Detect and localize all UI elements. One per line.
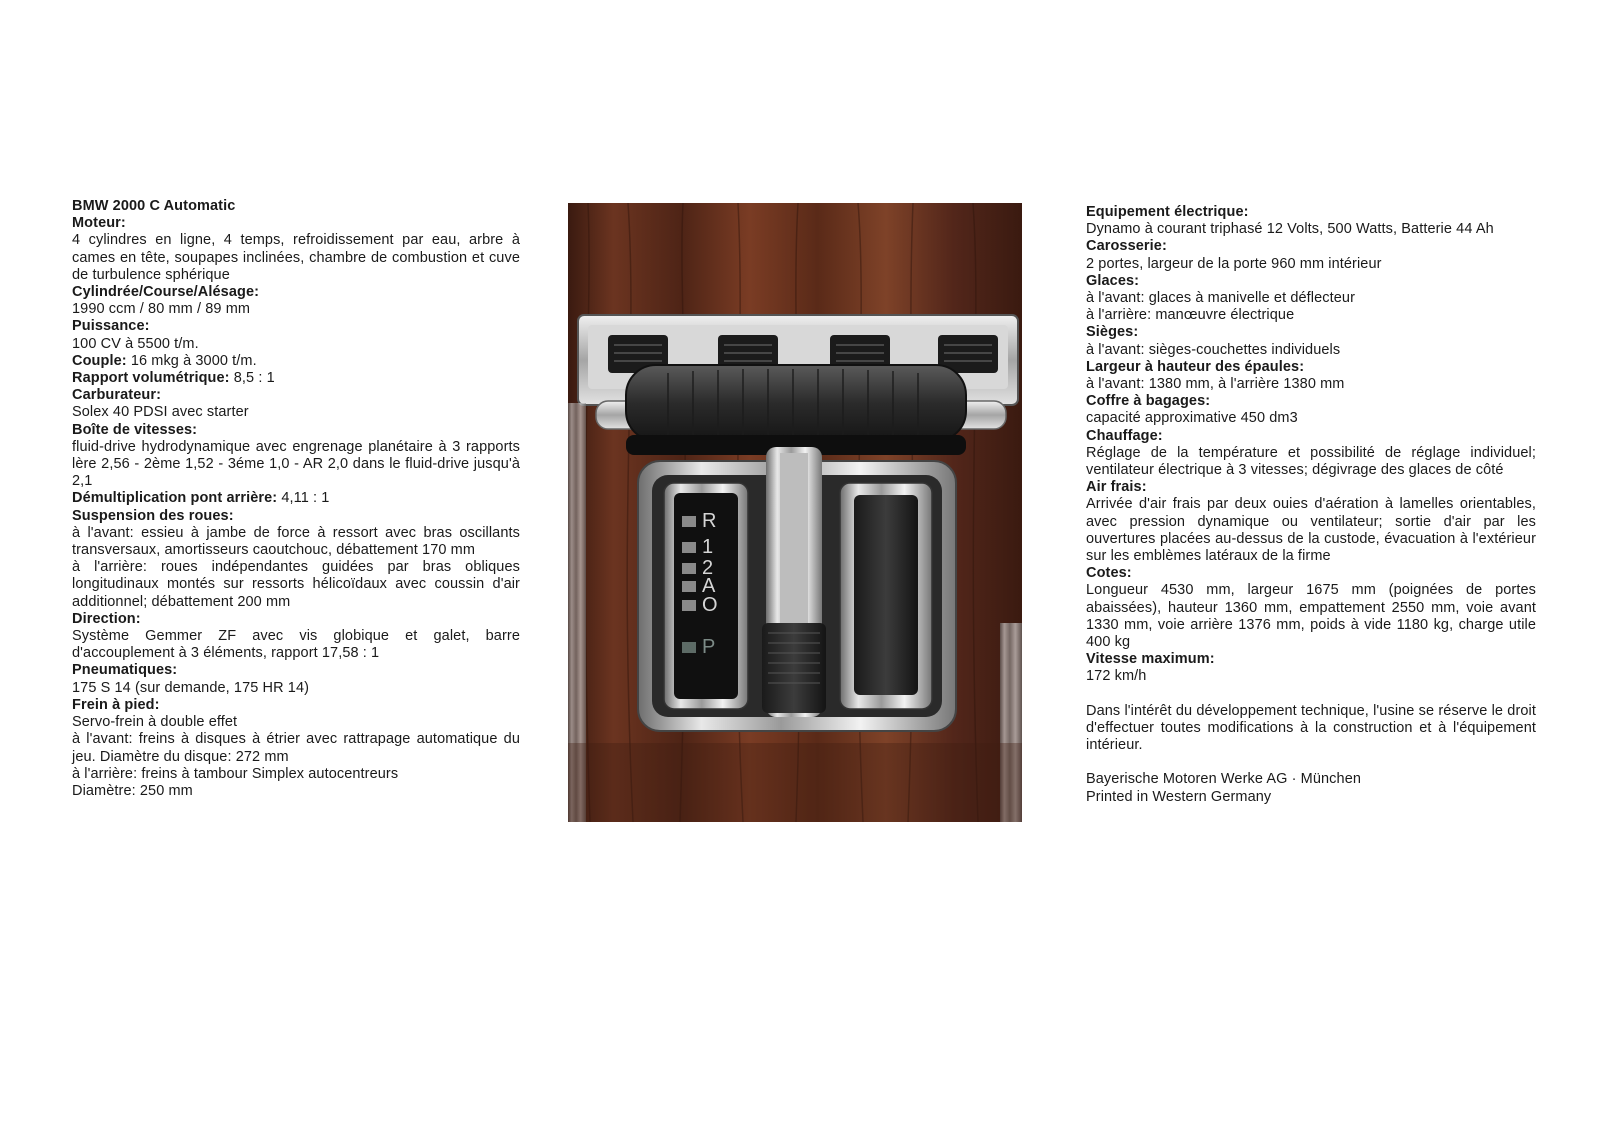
gear-label-r: R [702,510,717,532]
text-largeur: à l'avant: 1380 mm, à l'arrière 1380 mm [1086,376,1345,393]
heading-air-frais: Air frais: [1086,479,1147,496]
text-glaces-avant: à l'avant: glaces à manivelle et déflecteur [1086,290,1356,307]
gear-label-p: P [702,636,716,658]
text-puissance: 100 CV à 5500 t/m. [72,335,199,352]
text-glaces-arriere: à l'arrière: manœuvre électrique [1086,307,1295,324]
text-frein-servo: Servo-frein à double effet [72,714,238,731]
heading-suspension: Suspension des roues: [72,507,234,524]
gear-label-o: O [702,594,718,616]
line-demultiplication [72,490,520,507]
heading-cylindree: Cylindrée/Course/Alésage: [72,284,260,301]
text-frein-avant: à l'avant: freins à disques à étrier avec rattrapage automatique du jeu. Diamètre du disque: 272 mm [72,731,520,765]
heading-boite: Boîte de vitesses: [72,421,198,438]
text-vitesse: 172 km/h [1086,668,1147,685]
text-frein-arriere: à l'arrière: freins à tambour Simplex autocentreurs [72,765,399,782]
line-rapport [72,370,520,387]
heading-sieges: Sièges: [1086,324,1139,341]
text-suspension-arriere: à l'arrière: roues indépendantes guidées par bras obliques longitudinaux montés sur ressorts hélicoïdaux avec coussin d'air additionnel; débattement 200 mm [72,559,520,610]
heading-glaces: Glaces: [1086,272,1140,289]
text-cotes: Longueur 4530 mm, largeur 1675 mm (poignées de portes abaissées), hauteur 1360 mm, empattement 2550 mm, voie avant 1330 mm, voie arrière 1376 mm, poids à vide 1180 kg, charge utile 400 kg [1086,582,1536,651]
text-direction: Système Gemmer ZF avec vis globique et galet, barre d'accouplement à 3 éléments, rapport 17,58 : 1 [72,628,520,662]
heading-pneumatiques: Pneumatiques: [72,662,178,679]
heading-rapport: Rapport volumétrique: [72,370,230,387]
heading-frein: Frein à pied: [72,696,160,713]
text-carburateur: Solex 40 PDSI avec starter [72,404,249,421]
text-suspension-avant: à l'avant: essieu à jambe de force à ressort avec bras oscillants transversaux, amortisseurs caoutchouc, débattement 170 mm [72,524,520,559]
spec-column-left [72,198,520,800]
manufacturer: Bayerische Motoren Werke AG · München [1086,771,1362,788]
text-moteur: 4 cylindres en ligne, 4 temps, refroidissement par eau, arbre à cames en tête, soupapes inclinées, chambre de combustion et cuve de turbulence sphérique [72,232,520,283]
heading-chauffage: Chauffage: [1086,427,1163,444]
heading-carburateur: Carburateur: [72,387,162,404]
text-couple: 16 mkg à 3000 t/m. [130,352,257,369]
heading-coffre: Coffre à bagages: [1086,393,1211,410]
spec-column-right [1086,204,1536,806]
heading-carosserie: Carosserie: [1086,238,1167,255]
text-boite: fluid-drive hydrodynamique avec engrenage planétaire à 3 rapports lère 2,56 - 2ème 1,52 - 3éme 1,0 - AR 2,0 dans le fluid-drive jusqu'à 2,1 [72,438,520,490]
gear-label-2: 2 [702,557,714,579]
heading-vitesse: Vitesse maximum: [1086,651,1215,668]
line-couple [72,353,520,370]
text-chauffage: Réglage de la température et possibilité de réglage individuel; ventilateur électrique à 3 vitesses; dégivrage des glaces de côté [1086,444,1536,479]
text-cylindree: 1990 ccm / 80 mm / 89 mm [72,301,251,318]
gear-selector-photo [568,203,1022,822]
text-sieges: à l'avant: sièges-couchettes individuels [1086,341,1341,358]
heading-largeur: Largeur à hauteur des épaules: [1086,358,1305,375]
gear-label-1: 1 [702,536,714,558]
model-title: BMW 2000 C Automatic [72,198,236,214]
disclaimer: Dans l'intérêt du développement technique, l'usine se réserve le droit d'effectuer toutes modifications à la construction et à l'équipement intérieur. [1086,702,1536,754]
gear-label-a: A [702,575,716,597]
text-electrique: Dynamo à courant triphasé 12 Volts, 500 Watts, Batterie 44 Ah [1086,221,1494,238]
heading-couple: Couple: [72,352,127,369]
text-demultiplication: 4,11 : 1 [281,490,330,507]
heading-puissance: Puissance: [72,318,150,335]
text-pneumatiques: 175 S 14 (sur demande, 175 HR 14) [72,679,310,696]
printed-in: Printed in Western Germany [1086,788,1272,805]
text-frein-diametre: Diamètre: 250 mm [72,782,193,799]
text-rapport: 8,5 : 1 [233,370,275,387]
heading-moteur: Moteur: [72,215,126,232]
heading-direction: Direction: [72,610,141,627]
heading-demultiplication: Démultiplication pont arrière: [72,490,278,507]
text-coffre: capacité approximative 450 dm3 [1086,410,1298,427]
text-air-frais: Arrivée d'air frais par deux ouies d'aération à lamelles orientables, avec pression dynamique ou ventilateur; sortie d'air par les ouvertures placées au-dessus de la custode, évacuation à l'extérieur sur les emblèmes latéraux de la firme [1086,496,1536,565]
heading-cotes: Cotes: [1086,565,1132,582]
heading-electrique: Equipement électrique: [1086,204,1249,220]
text-carosserie: 2 portes, largeur de la porte 960 mm intérieur [1086,255,1382,272]
